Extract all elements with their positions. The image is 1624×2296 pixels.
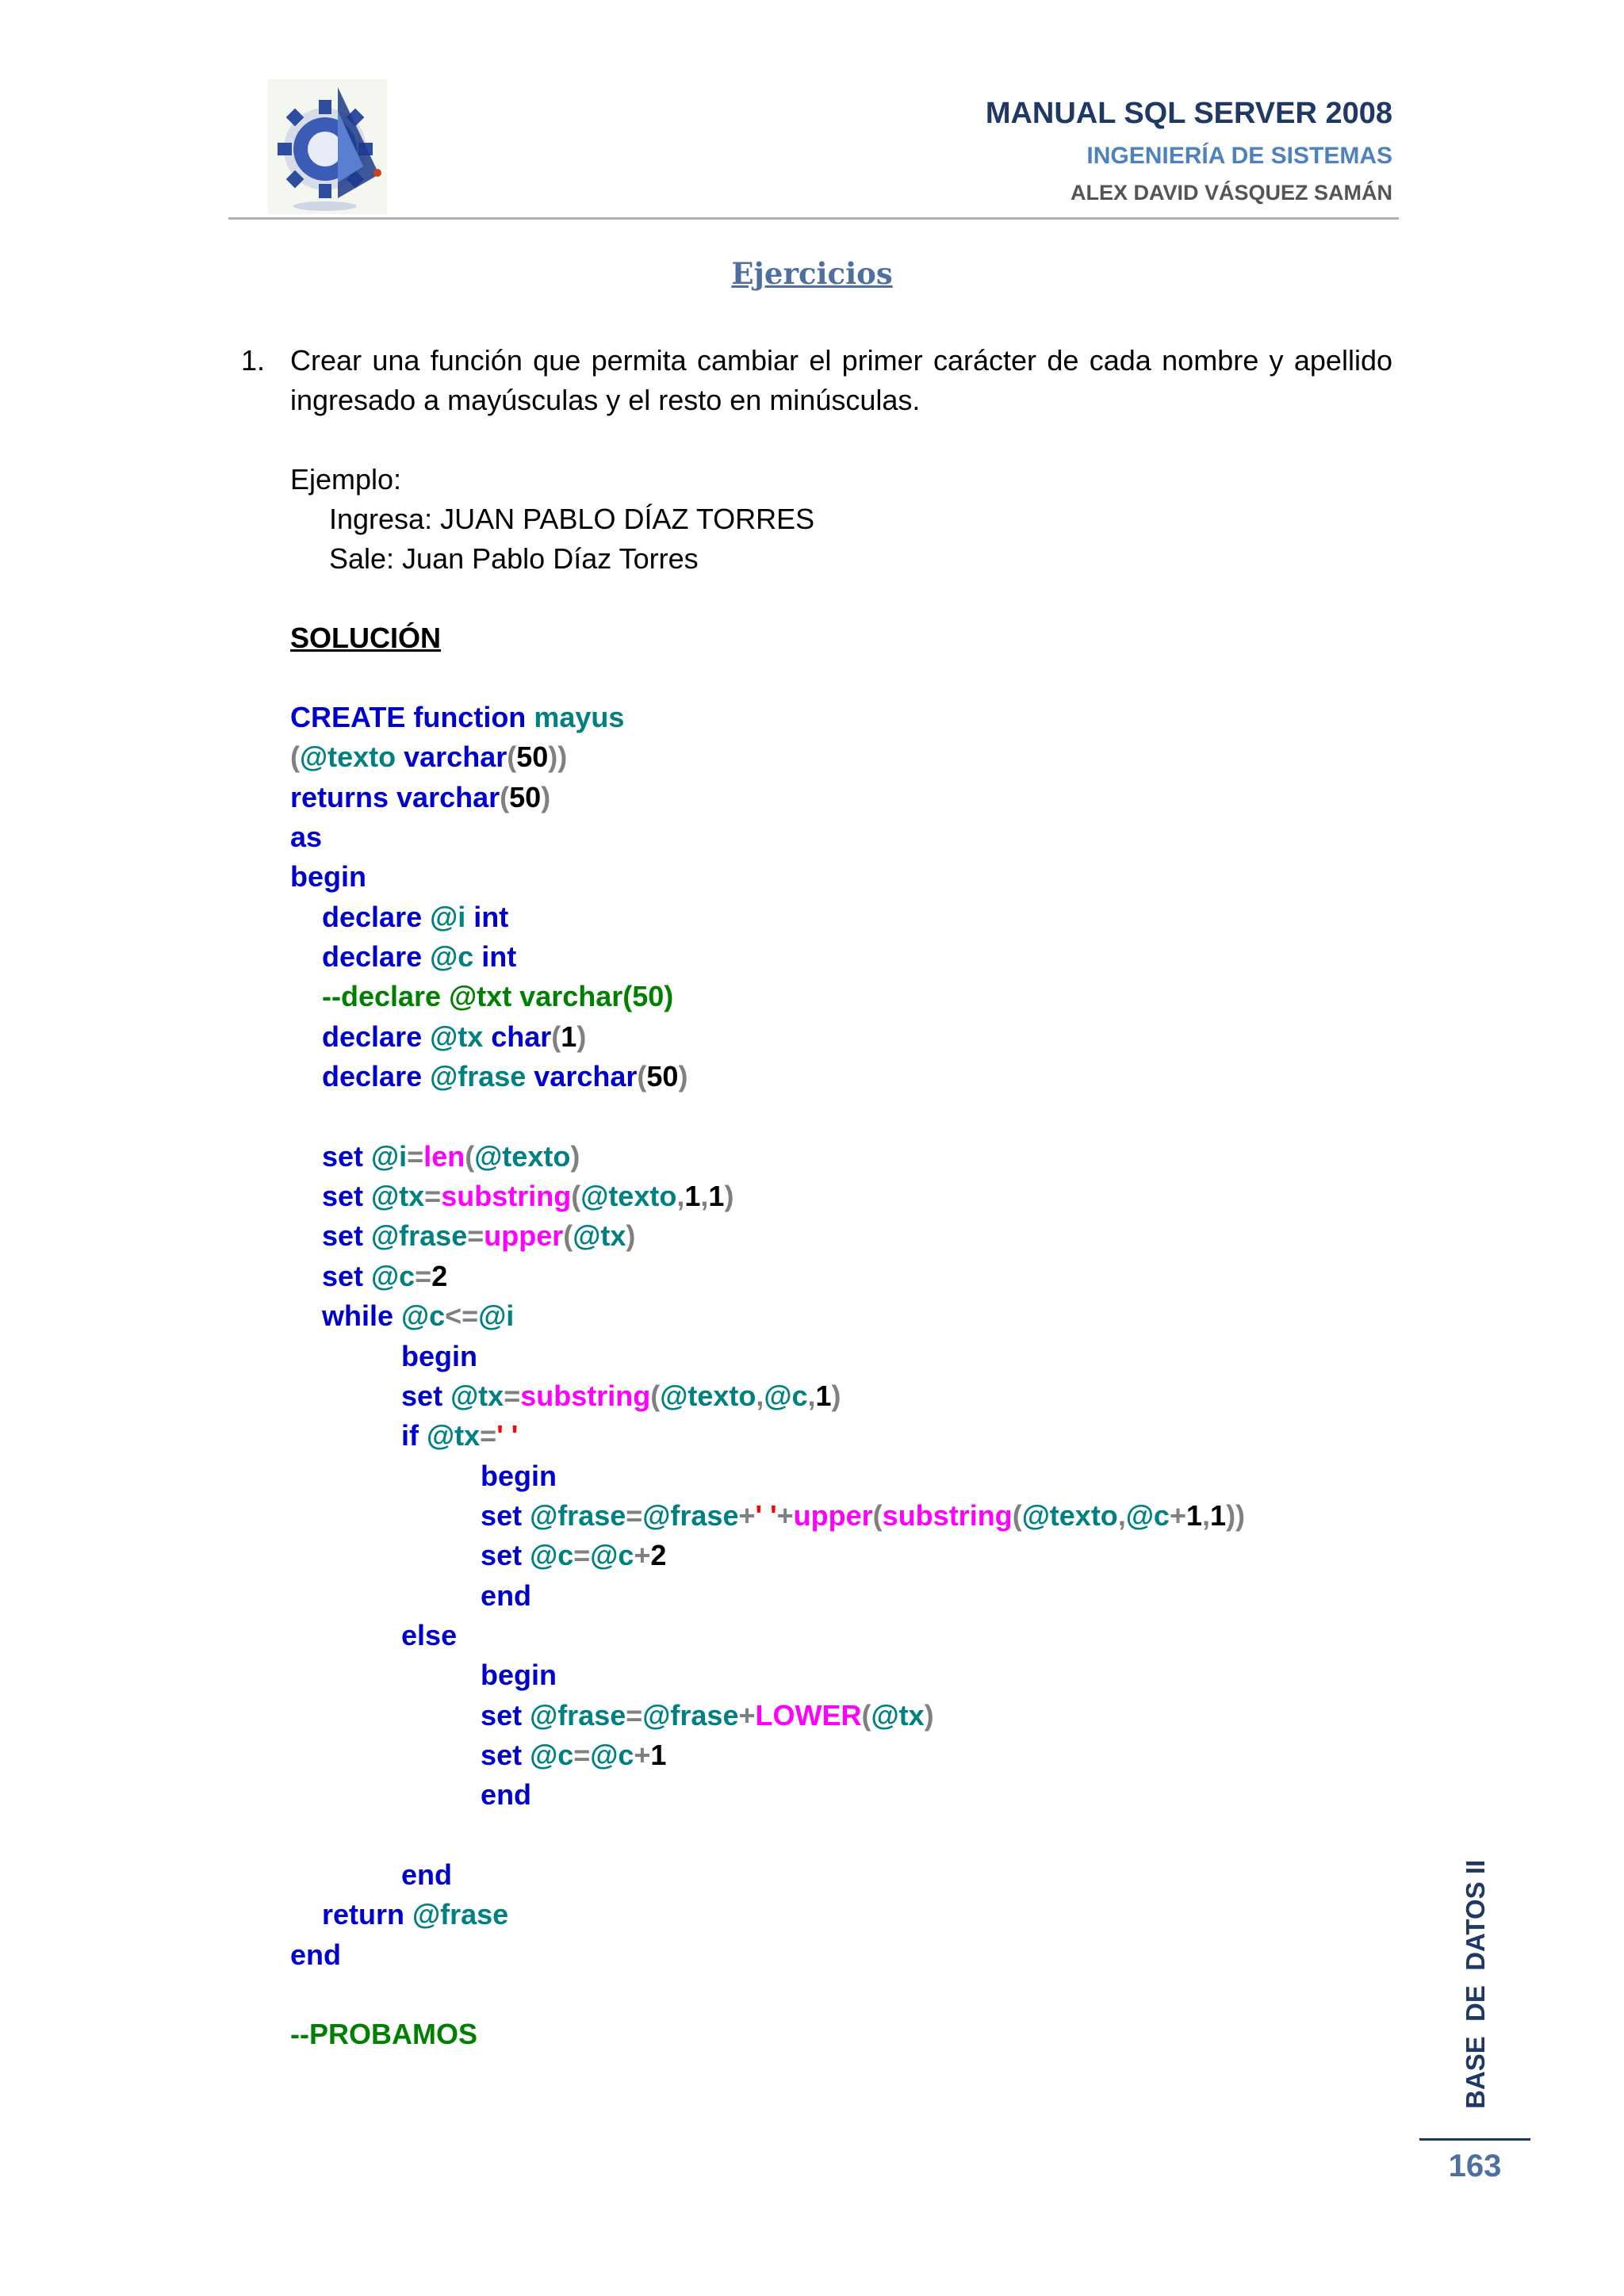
header-divider bbox=[228, 217, 1399, 220]
code-line bbox=[290, 1337, 1245, 1376]
code-token: varchar bbox=[404, 740, 508, 774]
code-token: , bbox=[756, 1379, 764, 1412]
code-token: substring bbox=[441, 1180, 572, 1213]
code-token: while bbox=[290, 1299, 402, 1333]
code-token: set bbox=[290, 1539, 530, 1572]
code-line bbox=[290, 857, 1245, 897]
code-token: @c bbox=[371, 1259, 416, 1292]
code-token: ' ' bbox=[496, 1419, 519, 1452]
code-token: @c bbox=[430, 940, 482, 974]
code-token: 1 bbox=[1210, 1498, 1227, 1532]
code-token: @frase bbox=[642, 1698, 739, 1732]
code-token: end bbox=[290, 1938, 342, 1971]
code-token: else bbox=[290, 1618, 458, 1651]
code-token: 1 bbox=[1185, 1498, 1203, 1532]
code-line bbox=[290, 1456, 1245, 1496]
code-token: ) bbox=[576, 1020, 587, 1053]
code-token: 1 bbox=[561, 1020, 577, 1053]
code-token: ' ' bbox=[755, 1498, 777, 1532]
code-token: ) bbox=[678, 1060, 688, 1093]
code-token: ) bbox=[831, 1379, 841, 1412]
institution-logo bbox=[268, 79, 387, 214]
code-token: = bbox=[415, 1259, 432, 1292]
code-line bbox=[290, 737, 1245, 777]
code-token: int bbox=[473, 900, 509, 933]
code-token: @tx bbox=[450, 1379, 504, 1412]
code-token: , bbox=[1117, 1498, 1126, 1532]
code-line bbox=[290, 1416, 1245, 1456]
code-token: @texto bbox=[580, 1180, 677, 1213]
code-token: --PROBAMOS bbox=[290, 2018, 477, 2051]
code-token: + bbox=[634, 1539, 651, 1572]
code-token: set bbox=[290, 1498, 530, 1532]
code-line bbox=[290, 1257, 1245, 1296]
code-token: LOWER bbox=[755, 1698, 862, 1732]
code-token: ( bbox=[551, 1020, 561, 1053]
code-token: + bbox=[634, 1738, 651, 1771]
code-token: declare bbox=[290, 940, 431, 974]
code-token: begin bbox=[290, 1459, 557, 1492]
code-line bbox=[290, 817, 1245, 857]
code-token: return bbox=[290, 1898, 413, 1931]
code-token: ( bbox=[290, 740, 300, 774]
code-line bbox=[290, 1935, 1245, 1975]
code-line bbox=[290, 1975, 1245, 2015]
code-token: , bbox=[700, 1180, 709, 1213]
code-token: @tx bbox=[871, 1698, 925, 1732]
code-token: 1 bbox=[708, 1180, 725, 1213]
code-token: = bbox=[504, 1379, 521, 1412]
code-token: @texto bbox=[660, 1379, 756, 1412]
code-token: @c bbox=[530, 1539, 574, 1572]
code-token: ( bbox=[571, 1180, 581, 1213]
code-token: ) bbox=[570, 1139, 580, 1173]
code-token: @c bbox=[590, 1539, 634, 1572]
code-token: mayus bbox=[534, 701, 625, 733]
code-token: @frase bbox=[530, 1498, 626, 1532]
code-line bbox=[290, 1735, 1245, 1775]
code-line bbox=[290, 1536, 1245, 1575]
code-token: end bbox=[290, 1778, 532, 1812]
code-token: end bbox=[290, 1858, 453, 1891]
page-number: 163 bbox=[1448, 2149, 1502, 2183]
code-token: 1 bbox=[650, 1738, 667, 1771]
solution-heading: SOLUCIÓN bbox=[290, 622, 442, 654]
code-token: set bbox=[290, 1379, 451, 1412]
code-line bbox=[290, 977, 1245, 1016]
code-token: begin bbox=[290, 1659, 557, 1692]
code-token: --declare @txt varchar(50) bbox=[290, 980, 674, 1013]
code-token: ( bbox=[637, 1060, 647, 1093]
code-token: if bbox=[290, 1419, 427, 1452]
code-line bbox=[290, 937, 1245, 977]
career-subtitle: INGENIERÍA DE SISTEMAS bbox=[1086, 143, 1392, 169]
code-token: ( bbox=[500, 780, 510, 813]
code-line bbox=[290, 778, 1245, 817]
code-token: @tx bbox=[371, 1180, 425, 1213]
code-line bbox=[290, 1576, 1245, 1616]
code-token: 50 bbox=[509, 780, 542, 813]
code-line bbox=[290, 1017, 1245, 1057]
code-token: = bbox=[573, 1738, 591, 1771]
code-token: returns varchar bbox=[290, 780, 500, 813]
code-token: )) bbox=[1226, 1498, 1246, 1532]
code-token: ( bbox=[507, 740, 517, 774]
code-token: substring bbox=[520, 1379, 651, 1412]
code-token: upper bbox=[793, 1498, 873, 1532]
code-line bbox=[290, 1696, 1245, 1735]
code-token: @c bbox=[764, 1379, 808, 1412]
code-token: 50 bbox=[646, 1060, 679, 1093]
code-token: ( bbox=[563, 1219, 573, 1253]
code-token: = bbox=[480, 1419, 497, 1452]
code-token: ) bbox=[626, 1219, 636, 1253]
code-token: @i bbox=[430, 900, 474, 933]
code-token: begin bbox=[290, 860, 366, 894]
code-token: set bbox=[290, 1139, 372, 1173]
code-token: @texto bbox=[474, 1139, 571, 1173]
example-output: Sale: Juan Pablo Díaz Torres bbox=[329, 542, 699, 575]
code-token: substring bbox=[882, 1498, 1013, 1532]
code-token: set bbox=[290, 1259, 372, 1292]
code-token: = bbox=[626, 1498, 643, 1532]
author-name: ALEX DAVID VÁSQUEZ SAMÁN bbox=[1070, 181, 1392, 205]
code-token: set bbox=[290, 1698, 530, 1732]
code-token: upper bbox=[484, 1219, 564, 1253]
code-token: CREATE function bbox=[290, 701, 534, 733]
code-line bbox=[290, 1816, 1245, 1855]
code-token: = bbox=[407, 1139, 424, 1173]
code-line bbox=[290, 2015, 1245, 2054]
code-token: )) bbox=[548, 740, 568, 774]
example-label: Ejemplo: bbox=[290, 463, 402, 496]
code-line bbox=[290, 1496, 1245, 1536]
code-line bbox=[290, 1296, 1245, 1336]
code-token: 2 bbox=[650, 1539, 667, 1572]
code-line bbox=[290, 1376, 1245, 1416]
exercise-number: 1. bbox=[241, 344, 266, 377]
code-token: len bbox=[423, 1139, 465, 1173]
code-token: @frase bbox=[530, 1698, 626, 1732]
code-token: = bbox=[467, 1219, 485, 1253]
code-token: <= bbox=[445, 1299, 479, 1333]
code-token: ) bbox=[541, 780, 551, 813]
code-token: begin bbox=[290, 1339, 478, 1372]
code-line bbox=[290, 1096, 1245, 1136]
code-token: @frase bbox=[412, 1898, 509, 1931]
code-token: @c bbox=[530, 1738, 574, 1771]
manual-title: MANUAL SQL SERVER 2008 bbox=[985, 97, 1392, 130]
code-token: int bbox=[481, 940, 517, 974]
code-token: , bbox=[1202, 1498, 1211, 1532]
code-token: , bbox=[807, 1379, 816, 1412]
code-token: set bbox=[290, 1738, 530, 1771]
code-token: @tx bbox=[427, 1419, 481, 1452]
code-token: ) bbox=[724, 1180, 734, 1213]
code-token: end bbox=[290, 1578, 532, 1612]
code-token: 50 bbox=[516, 740, 549, 774]
sql-code-block bbox=[290, 698, 1245, 2055]
code-line bbox=[290, 1616, 1245, 1655]
code-token: , bbox=[676, 1180, 685, 1213]
code-token: ( bbox=[1012, 1498, 1022, 1532]
code-token: ( bbox=[872, 1498, 883, 1532]
code-line bbox=[290, 1137, 1245, 1177]
code-token: @tx bbox=[430, 1020, 492, 1053]
code-token: @texto bbox=[300, 740, 404, 774]
code-token: set bbox=[290, 1219, 372, 1253]
code-token: @c bbox=[401, 1299, 446, 1333]
code-token: = bbox=[626, 1698, 643, 1732]
code-token: ( bbox=[861, 1698, 871, 1732]
code-token: as bbox=[290, 821, 323, 854]
code-line bbox=[290, 698, 1245, 737]
code-token: 1 bbox=[684, 1180, 701, 1213]
example-input: Ingresa: JUAN PABLO DÍAZ TORRES bbox=[329, 503, 815, 535]
code-token: set bbox=[290, 1180, 372, 1213]
code-line bbox=[290, 897, 1245, 937]
section-title-text: Ejercicios bbox=[731, 256, 893, 291]
code-line bbox=[290, 1177, 1245, 1216]
code-token: @texto bbox=[1021, 1498, 1118, 1532]
section-title bbox=[0, 256, 1624, 291]
code-line bbox=[290, 1775, 1245, 1815]
code-token: @frase bbox=[371, 1219, 468, 1253]
code-token: @i bbox=[478, 1299, 515, 1333]
code-token: 2 bbox=[431, 1259, 448, 1292]
code-line bbox=[290, 1655, 1245, 1695]
code-token: ) bbox=[924, 1698, 934, 1732]
code-line bbox=[290, 1895, 1245, 1934]
code-token: = bbox=[573, 1539, 591, 1572]
code-line bbox=[290, 1855, 1245, 1895]
code-token: @c bbox=[590, 1738, 634, 1771]
code-token: ( bbox=[465, 1139, 475, 1173]
code-token: declare bbox=[290, 1060, 431, 1093]
code-token: ( bbox=[650, 1379, 661, 1412]
code-token: @frase bbox=[430, 1060, 534, 1093]
code-token: @frase bbox=[642, 1498, 739, 1532]
code-line bbox=[290, 1216, 1245, 1256]
course-vertical-label: BASE DE DATOS II bbox=[1461, 1859, 1490, 2109]
code-token: + bbox=[738, 1498, 756, 1532]
code-token: + bbox=[776, 1498, 794, 1532]
code-token: declare bbox=[290, 1020, 431, 1053]
code-line bbox=[290, 1057, 1245, 1096]
code-token: 1 bbox=[815, 1379, 832, 1412]
code-token: @c bbox=[1125, 1498, 1170, 1532]
code-token: char bbox=[491, 1020, 552, 1053]
code-token: = bbox=[424, 1180, 442, 1213]
page-number-divider bbox=[1419, 2138, 1530, 2141]
code-token: + bbox=[1169, 1498, 1186, 1532]
code-token: varchar bbox=[534, 1060, 638, 1093]
code-token: @i bbox=[371, 1139, 408, 1173]
code-token: @tx bbox=[573, 1219, 626, 1253]
code-token: + bbox=[738, 1698, 756, 1732]
exercise-statement: Crear una función que permita cambiar el primer carácter de cada nombre y apellido ingresado a mayúsculas y el resto en minúsculas. bbox=[290, 344, 1392, 416]
code-token: declare bbox=[290, 900, 431, 933]
